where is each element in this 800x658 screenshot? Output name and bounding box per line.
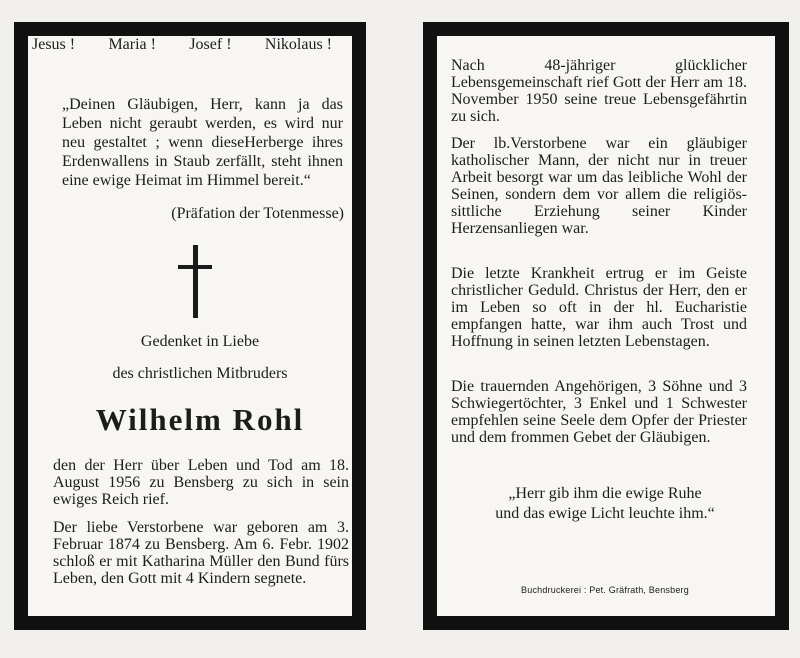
preface-quote: „Deinen Gläubigen, Herr, kann ja das Leben nicht geraubt werden, es wird nur neu gestaltet ; wenn dieseHerberge ihres Erdenwallens in Staub zerfällt, steht ihnen eine ewige Heimat im Himmel bereit.“ xyxy=(62,96,343,189)
character-paragraph: Der lb.Verstorbene war ein gläubiger katholischer Mann, der nicht nur in treuer Arbeit besorgt war um das leibliche Wohl der Seinen, sondern dem vor allem die religiös-sittliche Erziehung seiner Kinder Herzensanliegen war. xyxy=(451,135,747,237)
closing-prayer xyxy=(455,484,755,524)
printer-credit: Buchdruckerei : Pet. Gräfrath, Bensberg xyxy=(521,585,689,595)
invocation-josef: Josef ! xyxy=(189,36,232,53)
wife-death-paragraph: Nach 48-jähriger glücklicher Lebensgemeinschaft rief Gott der Herr am 18. November 1950 seine treue Lebensgefährtin zu sich. xyxy=(451,57,747,125)
death-paragraph: den der Herr über Leben und Tod am 18. August 1956 zu Bensberg zu sich in sein ewiges Reich rief. xyxy=(53,457,349,508)
quote-source: (Präfation der Totenmesse) xyxy=(171,205,344,222)
illness-paragraph: Die letzte Krankheit ertrug er im Geiste christlicher Geduld. Christus der Herr, den er im Leben so oft in der hl. Eucharistie empfangen hatte, war ihm auch Trost und Hoffnung in seinen letzten Lebenstagen. xyxy=(451,265,747,350)
remember-line-1: Gedenket in Liebe xyxy=(140,333,260,350)
closing-prayer-line-1: „Herr gib ihm die ewige Ruhe xyxy=(508,485,702,502)
invocation-maria: Maria ! xyxy=(108,36,156,53)
cross-icon xyxy=(178,245,212,318)
invocation-jesus: Jesus ! xyxy=(32,36,76,53)
closing-prayer-line-2: und das ewige Licht leuchte ihm.“ xyxy=(495,505,715,522)
mourners-paragraph: Die trauernden Angehörigen, 3 Söhne und 3 Schwiegertöchter, 3 Enkel und 1 Schwester empfehlen seine Seele dem Opfer der Priester und dem frommen Gebet der Gläubigen. xyxy=(451,378,747,446)
remember-line-2: des christlichen Mitbruders xyxy=(112,365,288,382)
biography-paragraph: Der liebe Verstorbene war geboren am 3. Februar 1874 zu Bensberg. Am 6. Febr. 1902 schloß er mit Katharina Müller den Bund fürs Leben, den Gott mit 4 Kindern segnete. xyxy=(53,519,349,587)
invocation-line xyxy=(32,36,332,54)
invocation-nikolaus: Nikolaus ! xyxy=(264,36,332,53)
deceased-name: Wilhelm Rohl xyxy=(95,402,305,437)
